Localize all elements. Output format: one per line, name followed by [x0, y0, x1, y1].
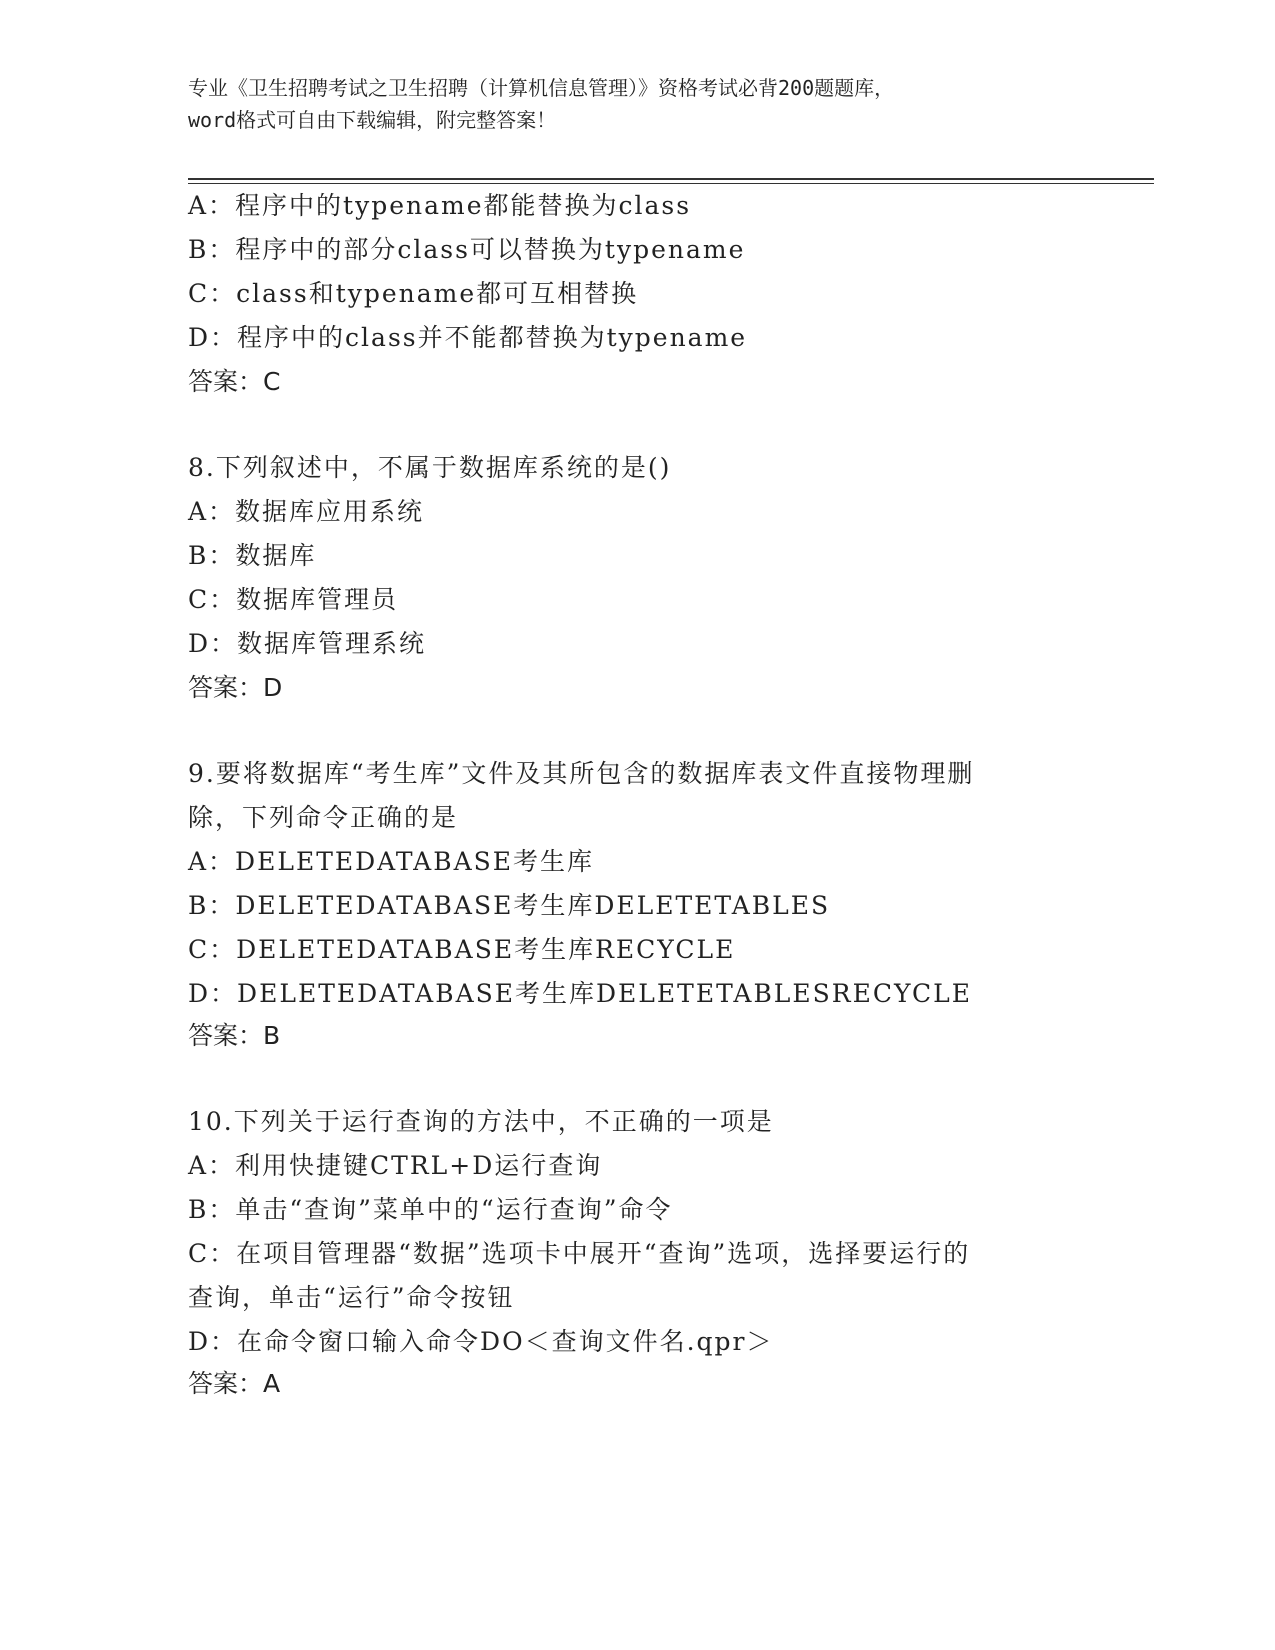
q9-option-b: B：DELETEDATABASE考生库DELETETABLES	[188, 891, 831, 920]
header-title-line-2: word格式可自由下载编辑，附完整答案！	[188, 108, 557, 132]
q8-answer: 答案：D	[188, 673, 283, 702]
header-divider	[188, 178, 1154, 184]
q9-option-c: C：DELETEDATABASE考生库RECYCLE	[188, 935, 736, 964]
q10-question: 10.下列关于运行查询的方法中，不正确的一项是	[188, 1107, 774, 1136]
q8-option-c: C：数据库管理员	[188, 585, 399, 614]
q8-option-a: A：数据库应用系统	[188, 497, 425, 526]
q10-option-c-line-1: C：在项目管理器“数据”选项卡中展开“查询”选项，选择要运行的	[188, 1239, 971, 1268]
q7-option-a: A：程序中的typename都能替换为class	[188, 191, 692, 220]
q10-option-b: B：单击“查询”菜单中的“运行查询”命令	[188, 1195, 673, 1224]
q8-option-d: D：数据库管理系统	[188, 629, 427, 658]
q7-option-c: C：class和typename都可互相替换	[188, 279, 639, 308]
header-title-line-1: 专业《卫生招聘考试之卫生招聘（计算机信息管理）》资格考试必背200题题库，	[188, 76, 895, 100]
q9-question-line-1: 9.要将数据库“考生库”文件及其所包含的数据库表文件直接物理删	[188, 759, 975, 788]
q9-answer: 答案：B	[188, 1021, 281, 1050]
q7-answer: 答案：C	[188, 367, 281, 396]
q8-question: 8.下列叙述中，不属于数据库系统的是()	[188, 453, 672, 482]
document-header	[188, 72, 1088, 136]
q10-option-c-line-2: 查询，单击“运行”命令按钮	[188, 1283, 515, 1312]
q7-option-d: D：程序中的class并不能都替换为typename	[188, 323, 748, 352]
q10-answer: 答案：A	[188, 1369, 281, 1398]
q10-option-a: A：利用快捷键CTRL+D运行查询	[188, 1151, 603, 1180]
q9-option-a: A：DELETEDATABASE考生库	[188, 847, 595, 876]
q10-option-d: D：在命令窗口输入命令DO＜查询文件名.qpr＞	[188, 1327, 774, 1356]
q8-option-b: B：数据库	[188, 541, 317, 570]
q7-option-b: B：程序中的部分class可以替换为typename	[188, 235, 746, 264]
q9-option-d: D：DELETEDATABASE考生库DELETETABLESRECYCLE	[188, 979, 973, 1008]
q9-question-line-2: 除，下列命令正确的是	[188, 803, 459, 832]
